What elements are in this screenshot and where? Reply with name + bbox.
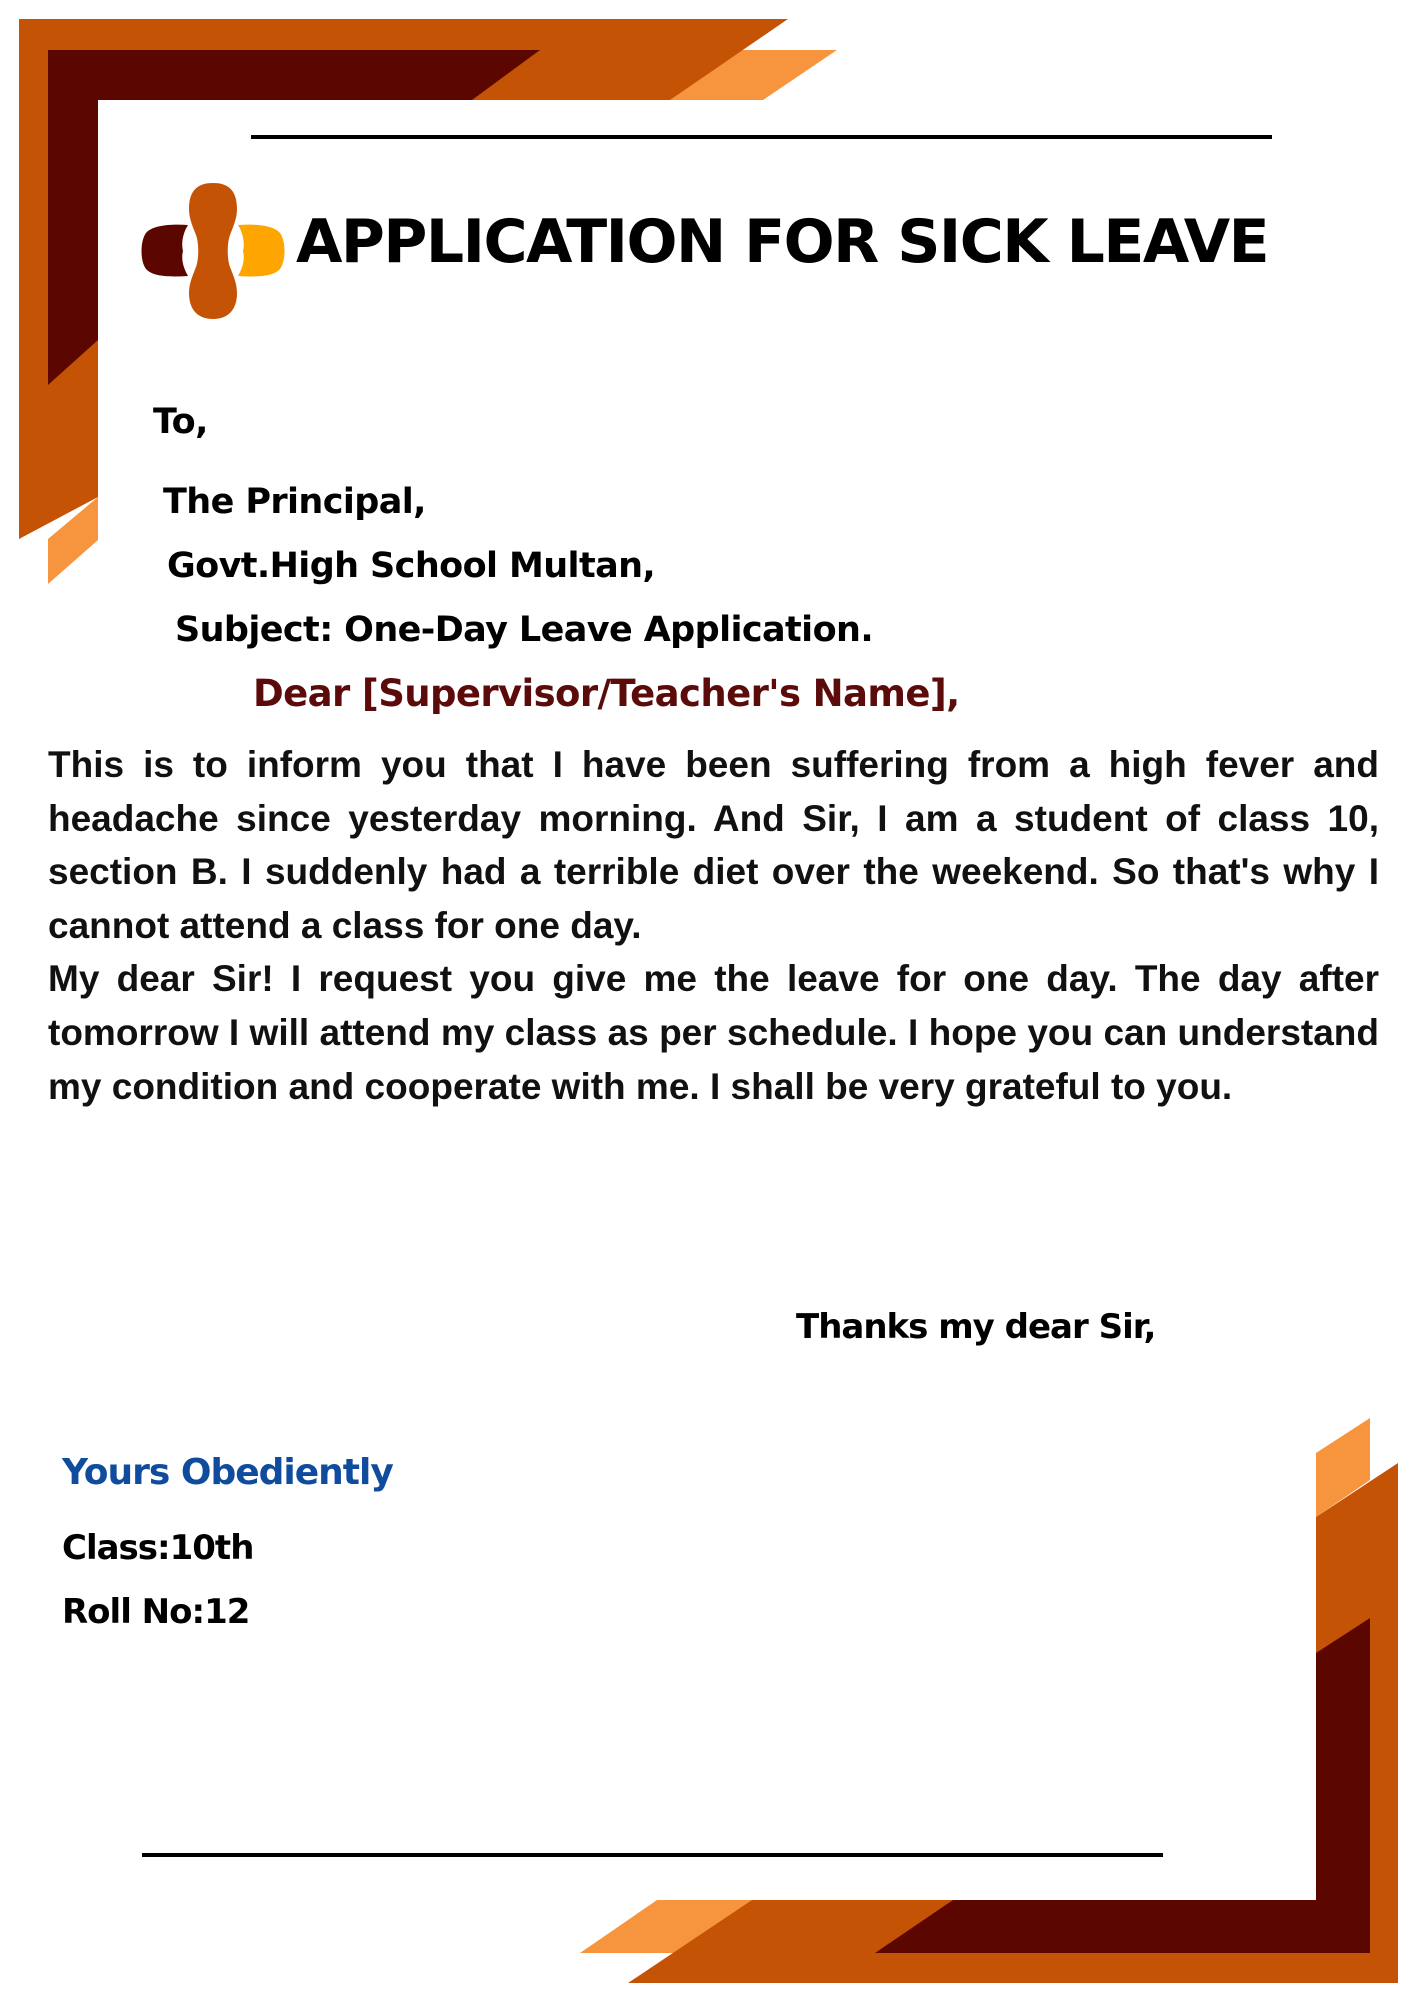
page-title: APPLICATION FOR SICK LEAVE — [296, 207, 1269, 277]
bottom-divider — [142, 1853, 1163, 1857]
bottom-right-corner-decoration — [580, 1418, 1398, 1983]
signature-closing: Yours Obediently — [62, 1452, 393, 1493]
recipient-institution: Govt.High School Multan, — [167, 546, 656, 586]
body-paragraph: This is to inform you that I have been suffering from a high fever and headache since yesterday morning. And Sir, I am a student of class 10, section B. I suddenly had a terrible diet over the weekend. So that's why I cannot attend a class for one day. — [48, 744, 1379, 946]
signature-roll-no: Roll No:12 — [62, 1592, 250, 1632]
greeting: Dear [Supervisor/Teacher's Name], — [253, 672, 960, 715]
recipient-to: To, — [153, 402, 208, 442]
recipient-name: The Principal, — [163, 482, 426, 522]
letter-body — [48, 738, 1379, 1113]
signature-class: Class:10th — [62, 1528, 254, 1568]
medical-cross-icon — [141, 183, 285, 319]
body-paragraph: My dear Sir! I request you give me the leave for one day. The day after tomorrow I will attend my class as per schedule. I hope you can understand my condition and cooperate with me. I shall be very grateful to you. — [48, 958, 1379, 1107]
top-divider — [251, 135, 1272, 139]
thanks-line: Thanks my dear Sir, — [796, 1307, 1156, 1347]
subject-line: Subject: One-Day Leave Application. — [175, 610, 874, 650]
